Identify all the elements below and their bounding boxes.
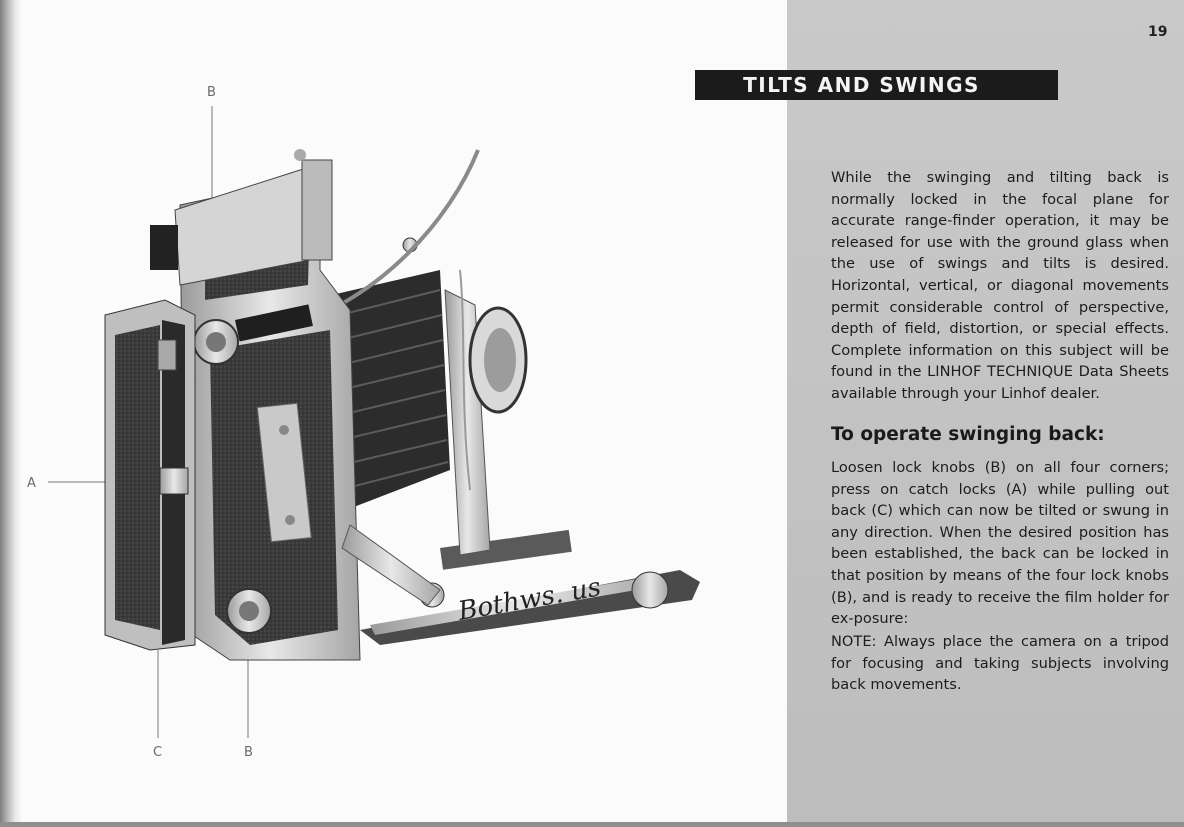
callout-c: C: [153, 745, 163, 760]
catch-lock-icon: [160, 468, 188, 494]
section-title: TILTS AND SWINGS: [743, 73, 980, 97]
bed-knob-icon: [632, 572, 668, 608]
note-paragraph: NOTE: Always place the camera on a tripod for focusing and taking subjects involving back movements.: [831, 633, 1169, 694]
book-spine: [0, 0, 22, 827]
callout-a: A: [27, 476, 36, 491]
page-edge: [0, 822, 1184, 827]
callout-b-top: B: [207, 85, 216, 100]
camera-illustration: [20, 70, 780, 790]
steps-paragraph: Loosen lock knobs (B) on all four corners; press on catch locks (A) while pulling out back (C) which can now be tilted or swung in any direction. When the desired position has been established, the back can be locked in that position by means of the four lock knobs (B), and is ready to receive the film holder for ex-posure:: [831, 459, 1169, 628]
page-number: 19: [1148, 24, 1168, 40]
handwritten-annotation: Bothws. us: [456, 572, 604, 627]
subheading: To operate swinging back:: [831, 424, 1105, 445]
intro-paragraph: While the swinging and tilting back is normally locked in the focal plane for accurate range-finder operation, it may be released for use with the ground glass when the use of swings and tilts is desired. Horizontal, vertical, or diagonal movements permit considerable control of perspective, depth of field, distortion, or special effects. Complete information on this subject will be found in the LINHOF TECHNIQUE Data Sheets available through your Linhof dealer.: [831, 169, 1169, 402]
text-panel: [787, 0, 1184, 822]
callout-b-bottom: B: [244, 745, 253, 760]
